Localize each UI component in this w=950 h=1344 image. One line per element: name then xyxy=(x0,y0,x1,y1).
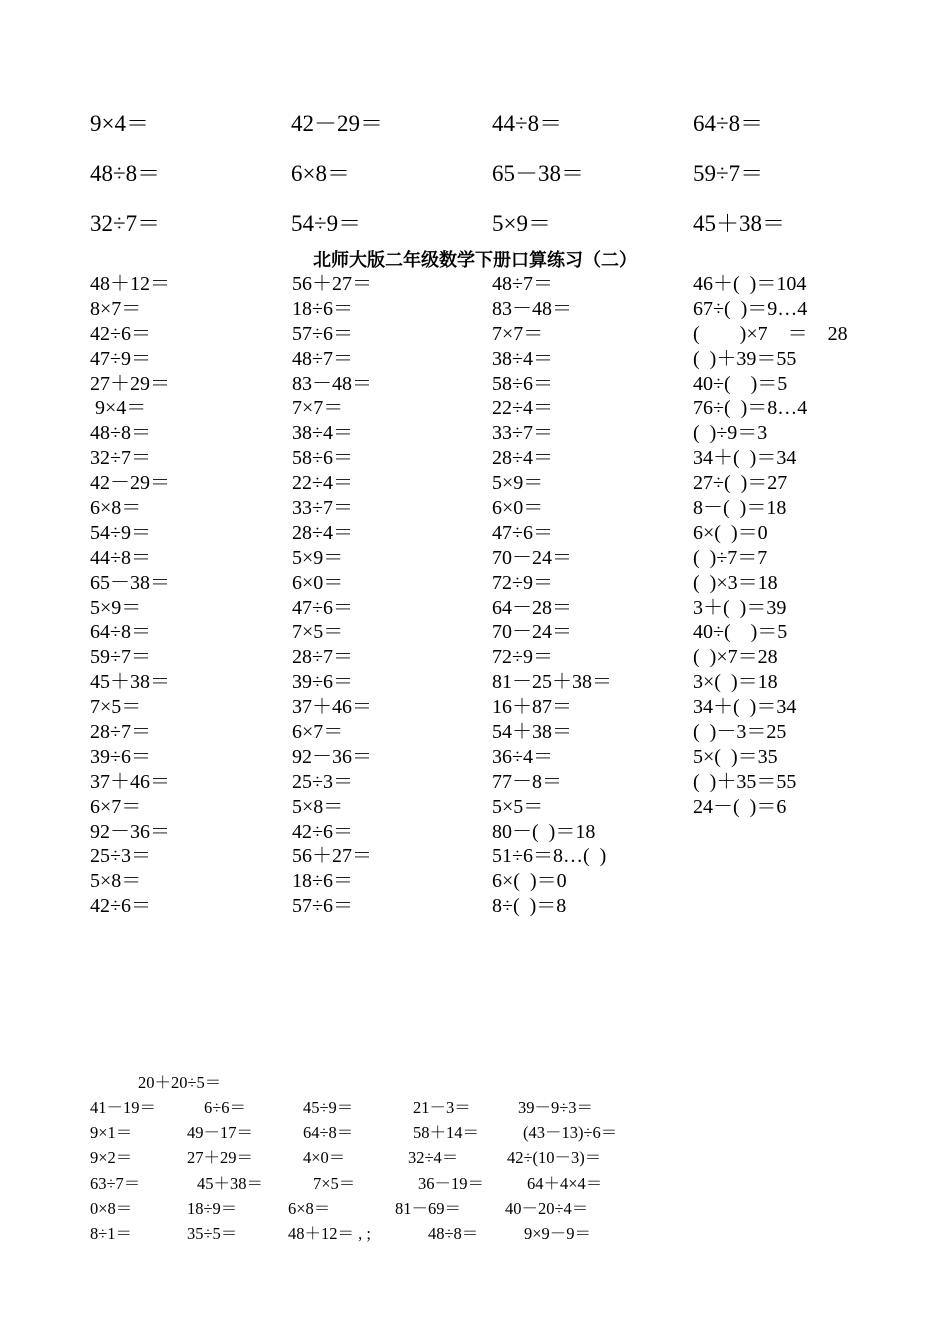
exercise-item: 6×8＝ xyxy=(288,1198,331,1218)
exercise-item: 39÷6＝ xyxy=(292,671,353,694)
exercise-item: 63÷7＝ xyxy=(90,1173,141,1193)
exercise-item: 72÷9＝ xyxy=(492,571,553,594)
exercise-item: 28÷7＝ xyxy=(292,646,353,669)
exercise: 64÷8＝ xyxy=(693,111,764,136)
exercise-item: 5×5＝ xyxy=(492,795,544,818)
exercise-item: 58÷6＝ xyxy=(492,372,553,395)
exercise-item: 80－( )＝18 xyxy=(492,820,596,843)
exercise-item: 48÷7＝ xyxy=(492,273,553,295)
exercise-item: 58＋14＝ xyxy=(413,1123,479,1143)
exercise: 44÷8＝ xyxy=(492,111,563,136)
exercise-item: 47÷6＝ xyxy=(292,596,353,619)
bottom-section-heading: 20＋20÷5＝ xyxy=(138,1073,222,1092)
exercise-column-1 xyxy=(90,272,170,919)
exercise: 59÷7＝ xyxy=(693,161,764,186)
exercise-item: 7×5＝ xyxy=(90,696,142,719)
exercise-item: 40－20÷4＝ xyxy=(505,1198,589,1218)
exercise-item: 8÷1＝ xyxy=(90,1223,133,1243)
exercise-item: 42－29＝ xyxy=(90,472,170,495)
exercise-item: 81－25＋38＝ xyxy=(492,671,612,694)
exercise-item: 28÷4＝ xyxy=(492,447,553,470)
exercise-item: 9×9－9＝ xyxy=(524,1223,592,1243)
exercise-item: 35÷5＝ xyxy=(187,1223,238,1243)
exercise-item: 7×7＝ xyxy=(492,322,544,345)
exercise-item: 5×9＝ xyxy=(90,596,142,619)
exercise: 5×9＝ xyxy=(492,211,551,236)
exercise-item: 48＋12＝ , ; xyxy=(288,1223,371,1243)
exercise-item: 8－( )＝18 xyxy=(693,497,787,520)
exercise-column-3 xyxy=(492,272,612,919)
exercise-item: 33÷7＝ xyxy=(292,497,353,520)
exercise-item: 34＋( )＝34 xyxy=(693,696,797,719)
exercise: 54÷9＝ xyxy=(291,211,362,236)
exercise-item: 6×0＝ xyxy=(292,571,344,594)
exercise-item: 25÷3＝ xyxy=(90,845,151,868)
exercise-item: 45＋38＝ xyxy=(90,671,170,694)
exercise-item: 40÷( )＝5 xyxy=(693,621,788,644)
exercise-item: 51÷6＝8…( ) xyxy=(492,845,607,868)
exercise-item: 33÷7＝ xyxy=(492,422,553,445)
exercise-item: 64÷8＝ xyxy=(303,1123,354,1143)
exercise-item: 72÷9＝ xyxy=(492,646,553,669)
exercise: 42－29＝ xyxy=(291,111,383,136)
exercise-item: 0×8＝ xyxy=(90,1198,133,1218)
exercise-item: 70－24＝ xyxy=(492,546,572,569)
exercise-item: 45÷9＝ xyxy=(303,1098,354,1117)
exercise-item: 37＋46＝ xyxy=(90,770,170,793)
exercise-item: 7×5＝ xyxy=(292,621,344,644)
exercise-item: 48÷8＝ xyxy=(428,1223,479,1243)
exercise: 65－38＝ xyxy=(492,161,584,186)
exercise-item: 5×9＝ xyxy=(292,546,344,569)
exercise-item: 18÷6＝ xyxy=(292,870,353,893)
top-exercise-grid xyxy=(90,107,910,257)
exercise-item: 36÷4＝ xyxy=(492,745,553,768)
exercise-item: 46＋( )＝104 xyxy=(693,273,807,295)
exercise-item: ( )×3＝18 xyxy=(693,571,778,594)
exercise-item: 4×0＝ xyxy=(303,1148,346,1168)
exercise-item: 38÷4＝ xyxy=(292,422,353,445)
exercise-item: 16＋87＝ xyxy=(492,696,572,719)
exercise-item: 22÷4＝ xyxy=(292,472,353,495)
exercise-item: 32÷7＝ xyxy=(90,447,151,470)
exercise-item: 24－( )＝6 xyxy=(693,795,787,818)
exercise-item: 49－17＝ xyxy=(187,1123,253,1143)
exercise-item: 92－36＝ xyxy=(90,820,170,843)
exercise-item: ( )÷7＝7 xyxy=(693,546,768,569)
exercise-item: 6×( )＝0 xyxy=(492,870,567,893)
exercise: 45＋38＝ xyxy=(693,211,785,236)
exercise-item: 7×7＝ xyxy=(292,397,344,420)
exercise-item: 40÷( )＝5 xyxy=(693,372,788,395)
exercise-item: 7×5＝ xyxy=(313,1173,356,1193)
exercise-item: 48÷8＝ xyxy=(90,422,151,445)
exercise-item: 36－19＝ xyxy=(418,1173,484,1193)
exercise-item: 21－3＝ xyxy=(413,1098,471,1117)
exercise-item: 42÷6＝ xyxy=(90,895,151,918)
exercise-item: 39－9÷3＝ xyxy=(518,1098,594,1117)
exercise-item: 92－36＝ xyxy=(292,745,372,768)
exercise-item: 34＋( )＝34 xyxy=(693,447,797,470)
exercise-item: 48＋12＝ xyxy=(90,273,170,295)
exercise-item: 39÷6＝ xyxy=(90,745,151,768)
exercise-item: 57÷6＝ xyxy=(292,322,353,345)
exercise-item: 67÷( )＝9…4 xyxy=(693,297,808,320)
exercise-item: 18÷6＝ xyxy=(292,297,353,320)
exercise-item: 45＋38＝ xyxy=(197,1173,263,1193)
exercise-item: 27＋29＝ xyxy=(90,372,170,395)
exercise-item: 48÷7＝ xyxy=(292,347,353,370)
exercise-item: 41－19＝ xyxy=(90,1098,156,1117)
exercise-item: 64－28＝ xyxy=(492,596,572,619)
exercise-item: 64÷8＝ xyxy=(90,621,151,644)
exercise-item: 37＋46＝ xyxy=(292,696,372,719)
exercise-item: 28÷7＝ xyxy=(90,721,151,744)
exercise-item: 56＋27＝ xyxy=(292,273,372,295)
exercise-item: 58÷6＝ xyxy=(292,447,353,470)
exercise-item: 6÷6＝ xyxy=(204,1098,247,1117)
exercise-item: 22÷4＝ xyxy=(492,397,553,420)
exercise-item: 77－8＝ xyxy=(492,770,562,793)
exercise-item: 57÷6＝ xyxy=(292,895,353,918)
exercise-item: ( )＋39＝55 xyxy=(693,347,797,370)
exercise-item: 6×7＝ xyxy=(292,721,344,744)
exercise-item: 38÷4＝ xyxy=(492,347,553,370)
exercise-item: ( )×7 ＝ 28 xyxy=(693,322,848,345)
exercise-item: 27÷( )＝27 xyxy=(693,472,788,495)
exercise-item: 64＋4×4＝ xyxy=(527,1173,603,1193)
exercise-item: 83－48＝ xyxy=(292,372,372,395)
exercise-item: 28÷4＝ xyxy=(292,521,353,544)
exercise-item: 56＋27＝ xyxy=(292,845,372,868)
top-row xyxy=(90,107,910,157)
exercise-item: 6×0＝ xyxy=(492,497,544,520)
exercise-item: 9×2＝ xyxy=(90,1148,133,1168)
exercise-item: 44÷8＝ xyxy=(90,546,151,569)
exercise: 32÷7＝ xyxy=(90,211,161,236)
exercise-item: 65－38＝ xyxy=(90,571,170,594)
exercise-item: ( )×7＝28 xyxy=(693,646,778,669)
exercise-item: 18÷9＝ xyxy=(187,1198,238,1218)
page-title: 北师大版二年级数学下册口算练习（二） xyxy=(313,250,637,270)
exercise-item: 8÷( )＝8 xyxy=(492,895,567,918)
exercise-item: 9×1＝ xyxy=(90,1123,133,1143)
exercise-item: ( )－3＝25 xyxy=(693,721,787,744)
exercise-item: 47÷9＝ xyxy=(90,347,151,370)
exercise-item: 42÷6＝ xyxy=(90,322,151,345)
exercise-item: 9×4＝ xyxy=(90,397,147,420)
exercise: 6×8＝ xyxy=(291,161,350,186)
exercise-item: 3＋( )＝39 xyxy=(693,596,787,619)
exercise-item: ( )÷9＝3 xyxy=(693,422,768,445)
exercise-item: 32÷4＝ xyxy=(408,1148,459,1168)
exercise-column-4 xyxy=(693,272,848,820)
exercise-item: 42÷(10－3)＝ xyxy=(507,1148,602,1168)
exercise-item: 83－48＝ xyxy=(492,297,572,320)
exercise-item: 42÷6＝ xyxy=(292,820,353,843)
exercise-item: ( )＋35＝55 xyxy=(693,770,797,793)
exercise-item: 81－69＝ xyxy=(395,1198,461,1218)
exercise-item: 70－24＝ xyxy=(492,621,572,644)
exercise: 9×4＝ xyxy=(90,111,149,136)
exercise-item: 6×7＝ xyxy=(90,795,142,818)
exercise-item: 25÷3＝ xyxy=(292,770,353,793)
exercise-item: 54＋38＝ xyxy=(492,721,572,744)
exercise-item: 5×8＝ xyxy=(292,795,344,818)
exercise-item: 5×9＝ xyxy=(492,472,544,495)
exercise-item: 6×8＝ xyxy=(90,497,142,520)
exercise-item: 47÷6＝ xyxy=(492,521,553,544)
exercise-item: 8×7＝ xyxy=(90,297,142,320)
exercise-item: 6×( )＝0 xyxy=(693,521,768,544)
exercise-column-2 xyxy=(292,272,372,919)
exercise-item: (43－13)÷6＝ xyxy=(523,1123,618,1143)
exercise-item: 3×( )＝18 xyxy=(693,671,778,694)
exercise: 48÷8＝ xyxy=(90,161,161,186)
exercise-item: 76÷( )＝8…4 xyxy=(693,397,808,420)
exercise-item: 5×( )＝35 xyxy=(693,745,778,768)
exercise-item: 5×8＝ xyxy=(90,870,142,893)
exercise-item: 27＋29＝ xyxy=(187,1148,253,1168)
exercise-item: 59÷7＝ xyxy=(90,646,151,669)
top-row xyxy=(90,157,910,207)
exercise-item: 54÷9＝ xyxy=(90,521,151,544)
